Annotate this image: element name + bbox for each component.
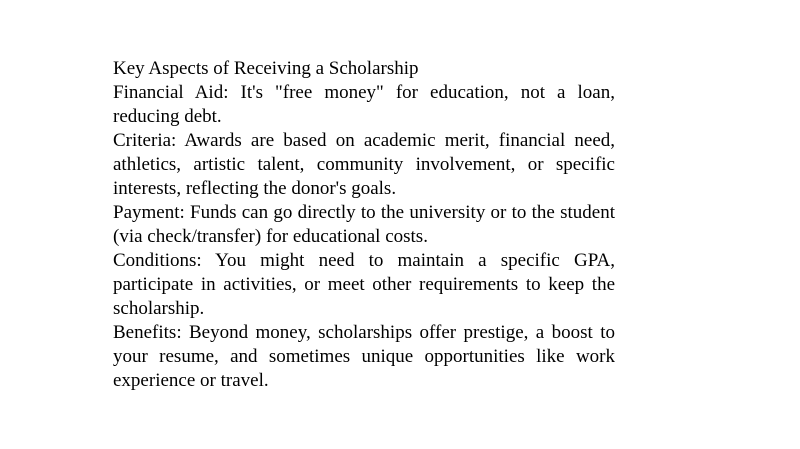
paragraph-payment: Payment: Funds can go directly to the university or to the student (via check/transfer) for educational costs. <box>113 202 615 247</box>
document-title: Key Aspects of Receiving a Scholarship <box>113 58 419 79</box>
paragraph-financial-aid: Financial Aid: It's "free money" for education, not a loan, reducing debt. <box>113 82 615 127</box>
paragraph-benefits: Benefits: Beyond money, scholarships offer prestige, a boost to your resume, and sometimes unique opportunities like work experience or travel. <box>113 322 615 391</box>
paragraph-criteria: Criteria: Awards are based on academic merit, financial need, athletics, artistic talent, community involvement, or specific interests, reflecting the donor's goals. <box>113 130 615 199</box>
document-body <box>113 57 615 393</box>
paragraph-conditions: Conditions: You might need to maintain a specific GPA, participate in activities, or meet other requirements to keep the scholarship. <box>113 250 615 319</box>
